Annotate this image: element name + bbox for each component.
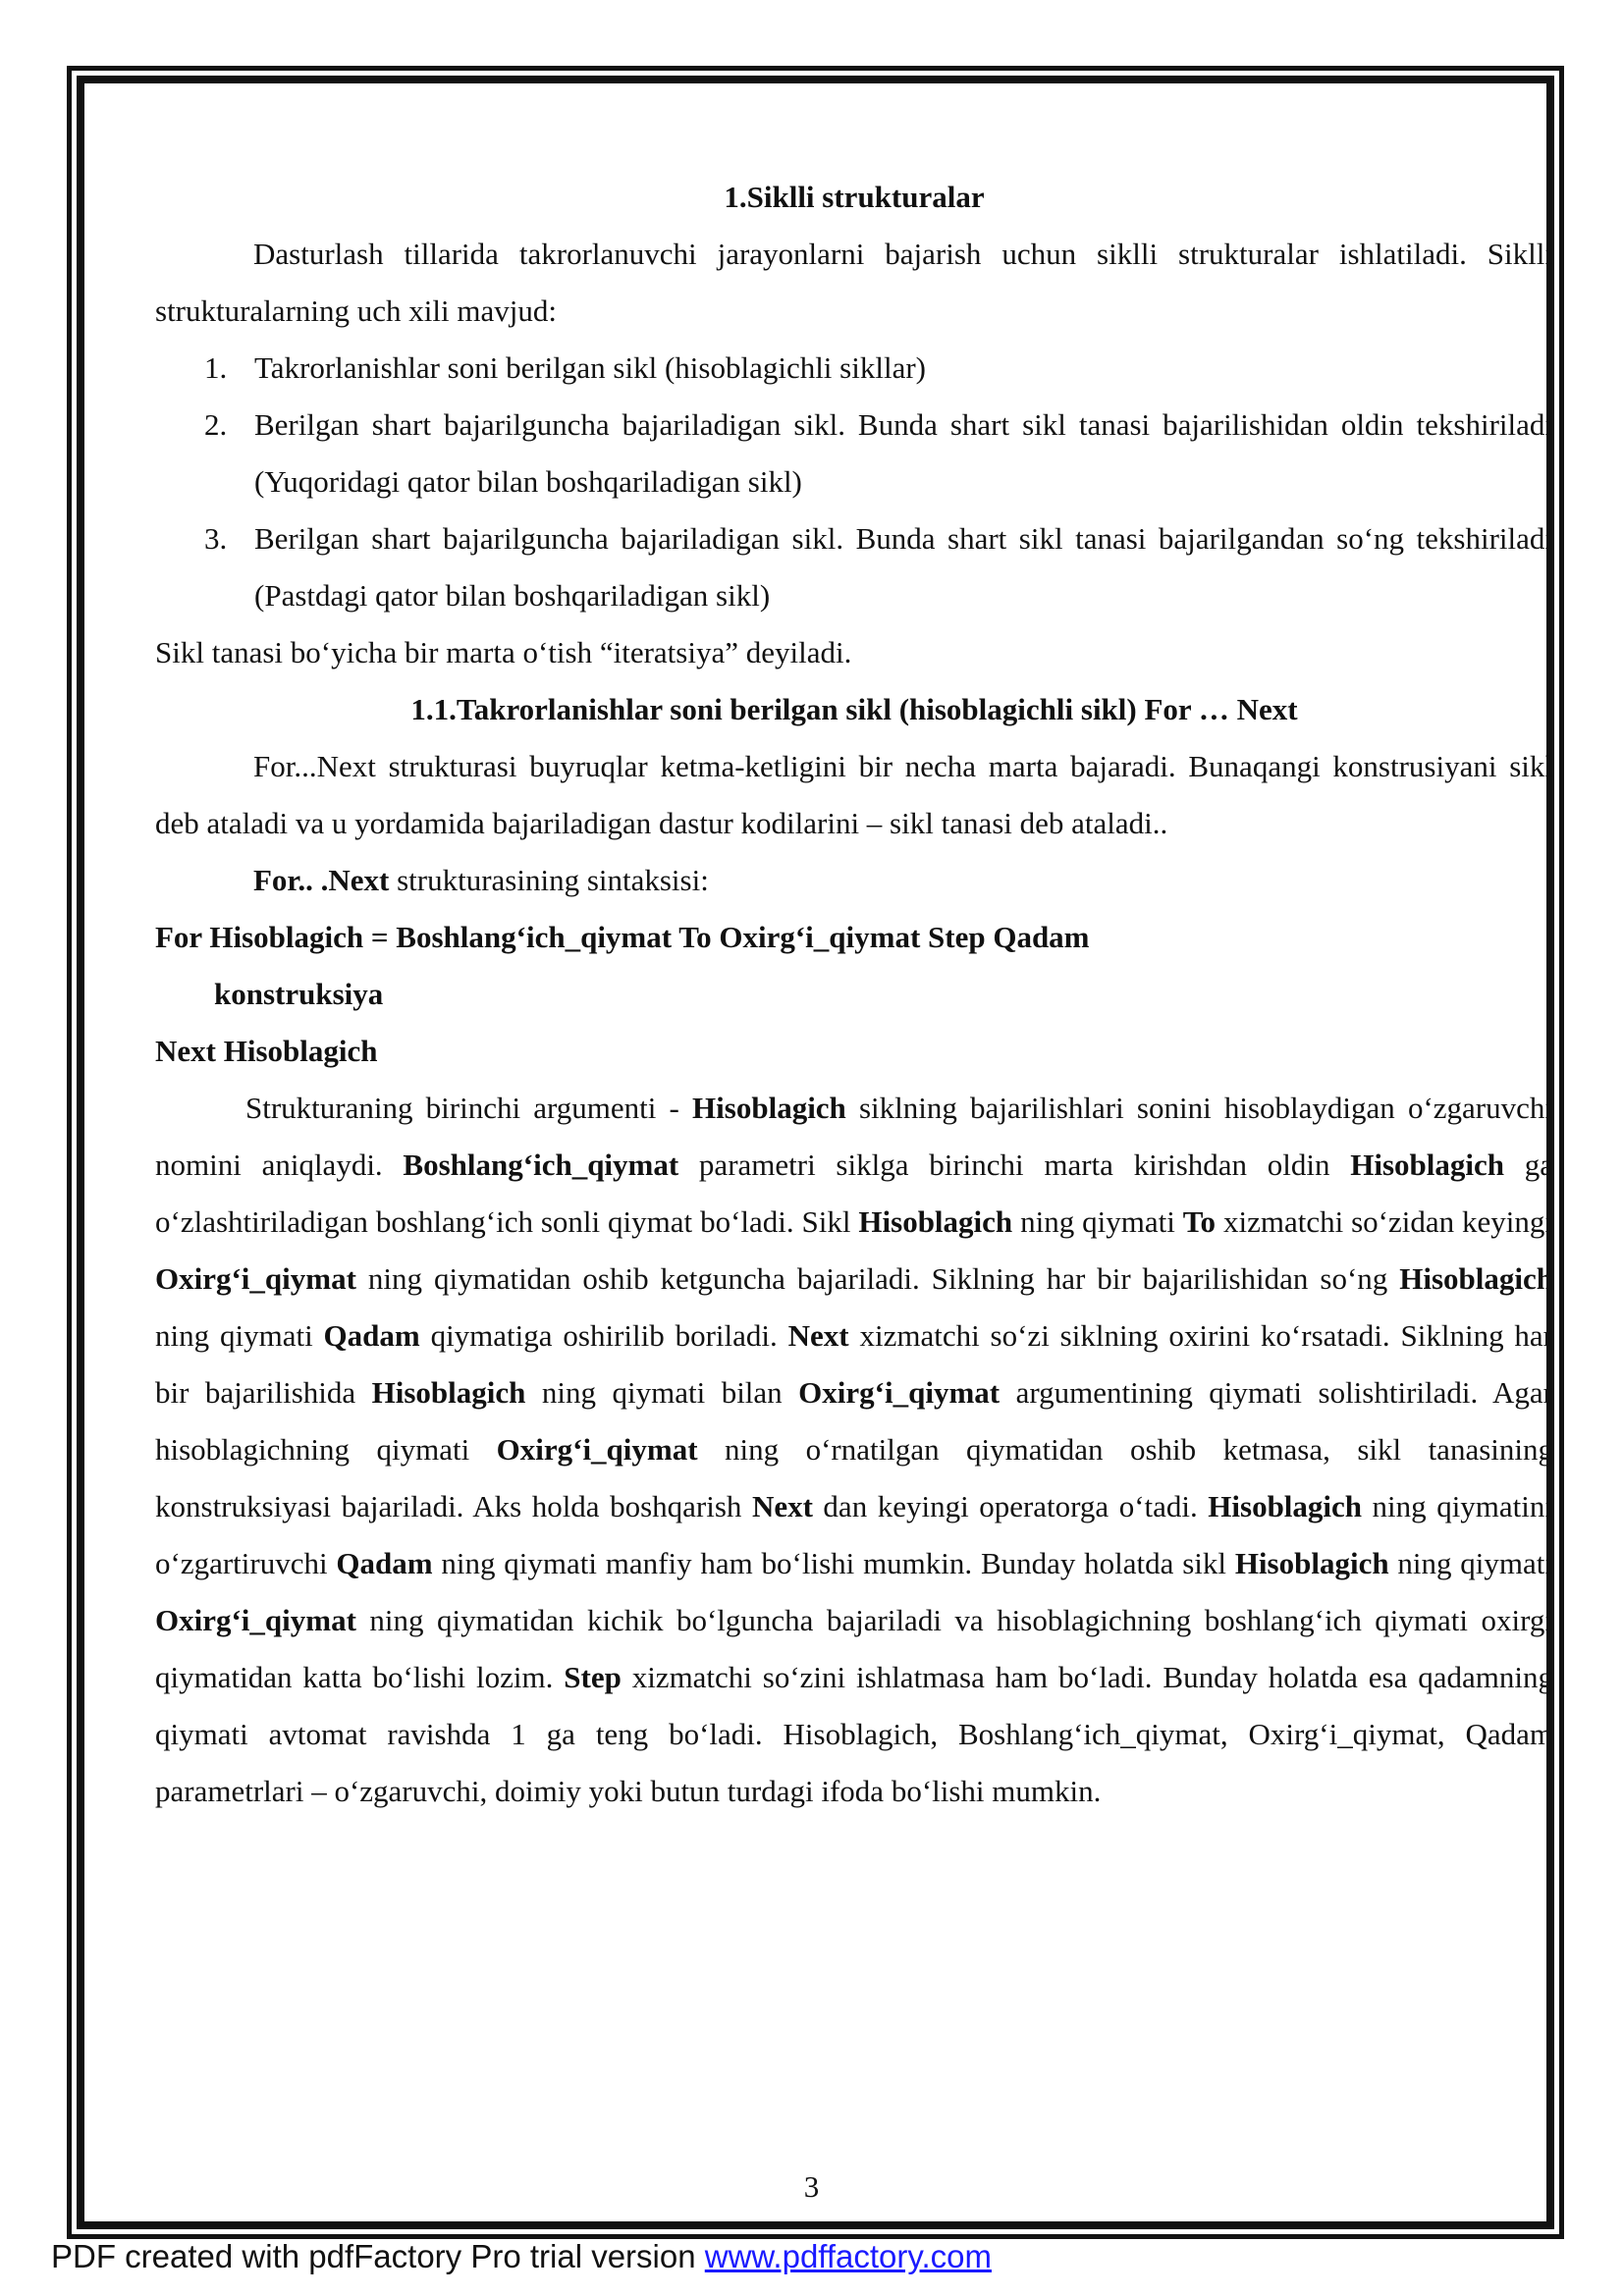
text-run: ning qiymati manfiy ham bo‘lishi mumkin. Bunday holatda sikl bbox=[432, 1546, 1235, 1580]
term-bold: Hisoblagich bbox=[692, 1091, 846, 1125]
syntax-line-body: konstruksiya bbox=[214, 977, 384, 1011]
section-heading: 1.Siklli strukturalar bbox=[724, 180, 985, 214]
iteration-note: Sikl tanasi bo‘yicha bir marta o‘tish “iteratsiya” deyiladi. bbox=[155, 635, 852, 669]
term-bold: Oxirg‘i_qiymat bbox=[496, 1432, 698, 1467]
term-bold: To bbox=[1182, 1204, 1217, 1239]
term-bold: Hisoblagich bbox=[1350, 1148, 1504, 1182]
term-bold: Hisoblagich bbox=[1208, 1489, 1363, 1523]
term-bold: Hisoblagich bbox=[1399, 1261, 1553, 1296]
document-body bbox=[155, 169, 1553, 1820]
term-bold: Oxirg‘i_qiymat bbox=[155, 1603, 356, 1637]
pdf-footer bbox=[51, 2238, 992, 2275]
term-bold: Oxirg‘i_qiymat bbox=[155, 1261, 356, 1296]
list-text: Berilgan shart bajarilguncha bajariladigan sikl. Bunda shart sikl tanasi bajarilgandan so‘ng tekshiriladi (Pastdagi qator bilan boshqariladigan sikl) bbox=[254, 521, 1553, 613]
footer-link[interactable]: www.pdffactory.com bbox=[704, 2238, 992, 2274]
footer-text: PDF created with pdfFactory Pro trial version bbox=[51, 2238, 705, 2274]
text-run: argumentining qiymati solishtiriladi. Agar hisoblagichning qiymati bbox=[155, 1375, 1553, 1467]
text-run: xizmatchi so‘zi siklning oxirini ko‘rsatadi. Siklning har bir bajarilishida bbox=[155, 1318, 1553, 1410]
term-bold: Oxirg‘i_qiymat bbox=[798, 1375, 1001, 1410]
page-number: 3 bbox=[803, 2169, 820, 2204]
syntax-intro-text: strukturasining sintaksisi: bbox=[389, 863, 709, 897]
text-run: xizmatchi so‘zidan keyingi bbox=[1216, 1204, 1553, 1239]
text-run: ning qiymatini o‘zgartiruvchi bbox=[155, 1489, 1553, 1580]
intro-paragraph: Dasturlash tillarida takrorlanuvchi jarayonlarni bajarish uchun siklli strukturalar ishlatiladi. Siklli strukturalarning uch xili mavjud: bbox=[155, 237, 1553, 328]
text-run: dan keyingi operatorga o‘tadi. bbox=[812, 1489, 1209, 1523]
text-run: Strukturaning birinchi argumenti - bbox=[245, 1091, 693, 1125]
list-number: 3. bbox=[204, 521, 228, 556]
term-bold: Next bbox=[787, 1318, 849, 1353]
list-number: 1. bbox=[204, 350, 228, 385]
explanation-paragraph bbox=[155, 1080, 1553, 1820]
syntax-intro bbox=[155, 852, 1553, 909]
list-text: Takrorlanishlar soni berilgan sikl (hisoblagichli sikllar) bbox=[254, 350, 926, 385]
text-run: ning qiymatidan kichik bo‘lguncha bajariladi va hisoblagichning boshlang‘ich qiymati oxirgi qiymatidan katta bo‘lishi lozim. bbox=[155, 1603, 1553, 1694]
text-run: ning o‘rnatilgan qiymatidan oshib ketmasa, sikl tanasining konstruksiyasi bajariladi. Aks holda boshqarish bbox=[155, 1432, 1553, 1523]
term-bold: Step bbox=[564, 1660, 622, 1694]
subsection-heading: 1.1.Takrorlanishlar soni berilgan sikl (hisoblagichli sikl) For … Next bbox=[410, 692, 1298, 726]
text-run: parametri siklga birinchi marta kirishdan oldin bbox=[678, 1148, 1351, 1182]
for-next-paragraph: For...Next strukturasi buyruqlar ketma-ketligini bir necha marta bajaradi. Bunaqangi konstrusiyani sikl deb ataladi va u yordamida bajariladigan dastur kodilarini – sikl tanasi deb ataladi.. bbox=[155, 749, 1553, 840]
text-run: ning qiymati bbox=[1012, 1204, 1183, 1239]
syntax-line-for: For Hisoblagich = Boshlang‘ich_qiymat To Oxirg‘i_qiymat Step Qadam bbox=[155, 920, 1090, 954]
list-number: 2. bbox=[204, 407, 228, 442]
term-bold: Qadam bbox=[336, 1546, 433, 1580]
syntax-keyword: For.. .Next bbox=[253, 863, 390, 897]
list-item bbox=[155, 510, 1553, 624]
text-run: ga o‘zlashtiriladigan boshlang‘ich sonli qiymat bo‘ladi. Sikl bbox=[155, 1148, 1553, 1239]
list-item bbox=[155, 397, 1553, 510]
list-text: Berilgan shart bajarilguncha bajariladigan sikl. Bunda shart sikl tanasi bajarilishidan oldin tekshiriladi (Yuqoridagi qator bilan boshqariladigan sikl) bbox=[254, 407, 1553, 499]
term-bold: Next bbox=[751, 1489, 813, 1523]
text-run: ning qiymati bbox=[1388, 1546, 1553, 1580]
text-run: ning qiymatidan oshib ketguncha bajariladi. Siklning har bir bajarilishidan so‘ng bbox=[355, 1261, 1400, 1296]
term-bold: Hisoblagich bbox=[371, 1375, 526, 1410]
loop-types-list bbox=[155, 340, 1553, 624]
term-bold: Boshlang‘ich_qiymat bbox=[403, 1148, 679, 1182]
list-item bbox=[155, 340, 1553, 397]
text-run: ning qiymati bbox=[155, 1318, 324, 1353]
term-bold: Hisoblagich bbox=[858, 1204, 1013, 1239]
text-run: siklning bajarilishlari sonini hisoblaydigan o‘zgaruvchi nomini aniqlaydi. bbox=[155, 1091, 1553, 1182]
syntax-line-next: Next Hisoblagich bbox=[155, 1034, 378, 1068]
text-run: qiymatiga oshirilib boriladi. bbox=[419, 1318, 788, 1353]
term-bold: Qadam bbox=[323, 1318, 420, 1353]
text-run: ning qiymati bilan bbox=[525, 1375, 799, 1410]
text-run: xizmatchi so‘zini ishlatmasa ham bo‘ladi. Bunday holatda esa qadamning qiymati avtomat ravishda 1 ga teng bo‘ladi. Hisoblagich, Boshlang‘ich_qiymat, Oxirg‘i_qiymat, Qadam parametrlari – o‘zgaruvchi, doimiy yoki butun turdagi ifoda bo‘lishi mumkin. bbox=[155, 1660, 1553, 1808]
term-bold: Hisoblagich bbox=[1234, 1546, 1389, 1580]
